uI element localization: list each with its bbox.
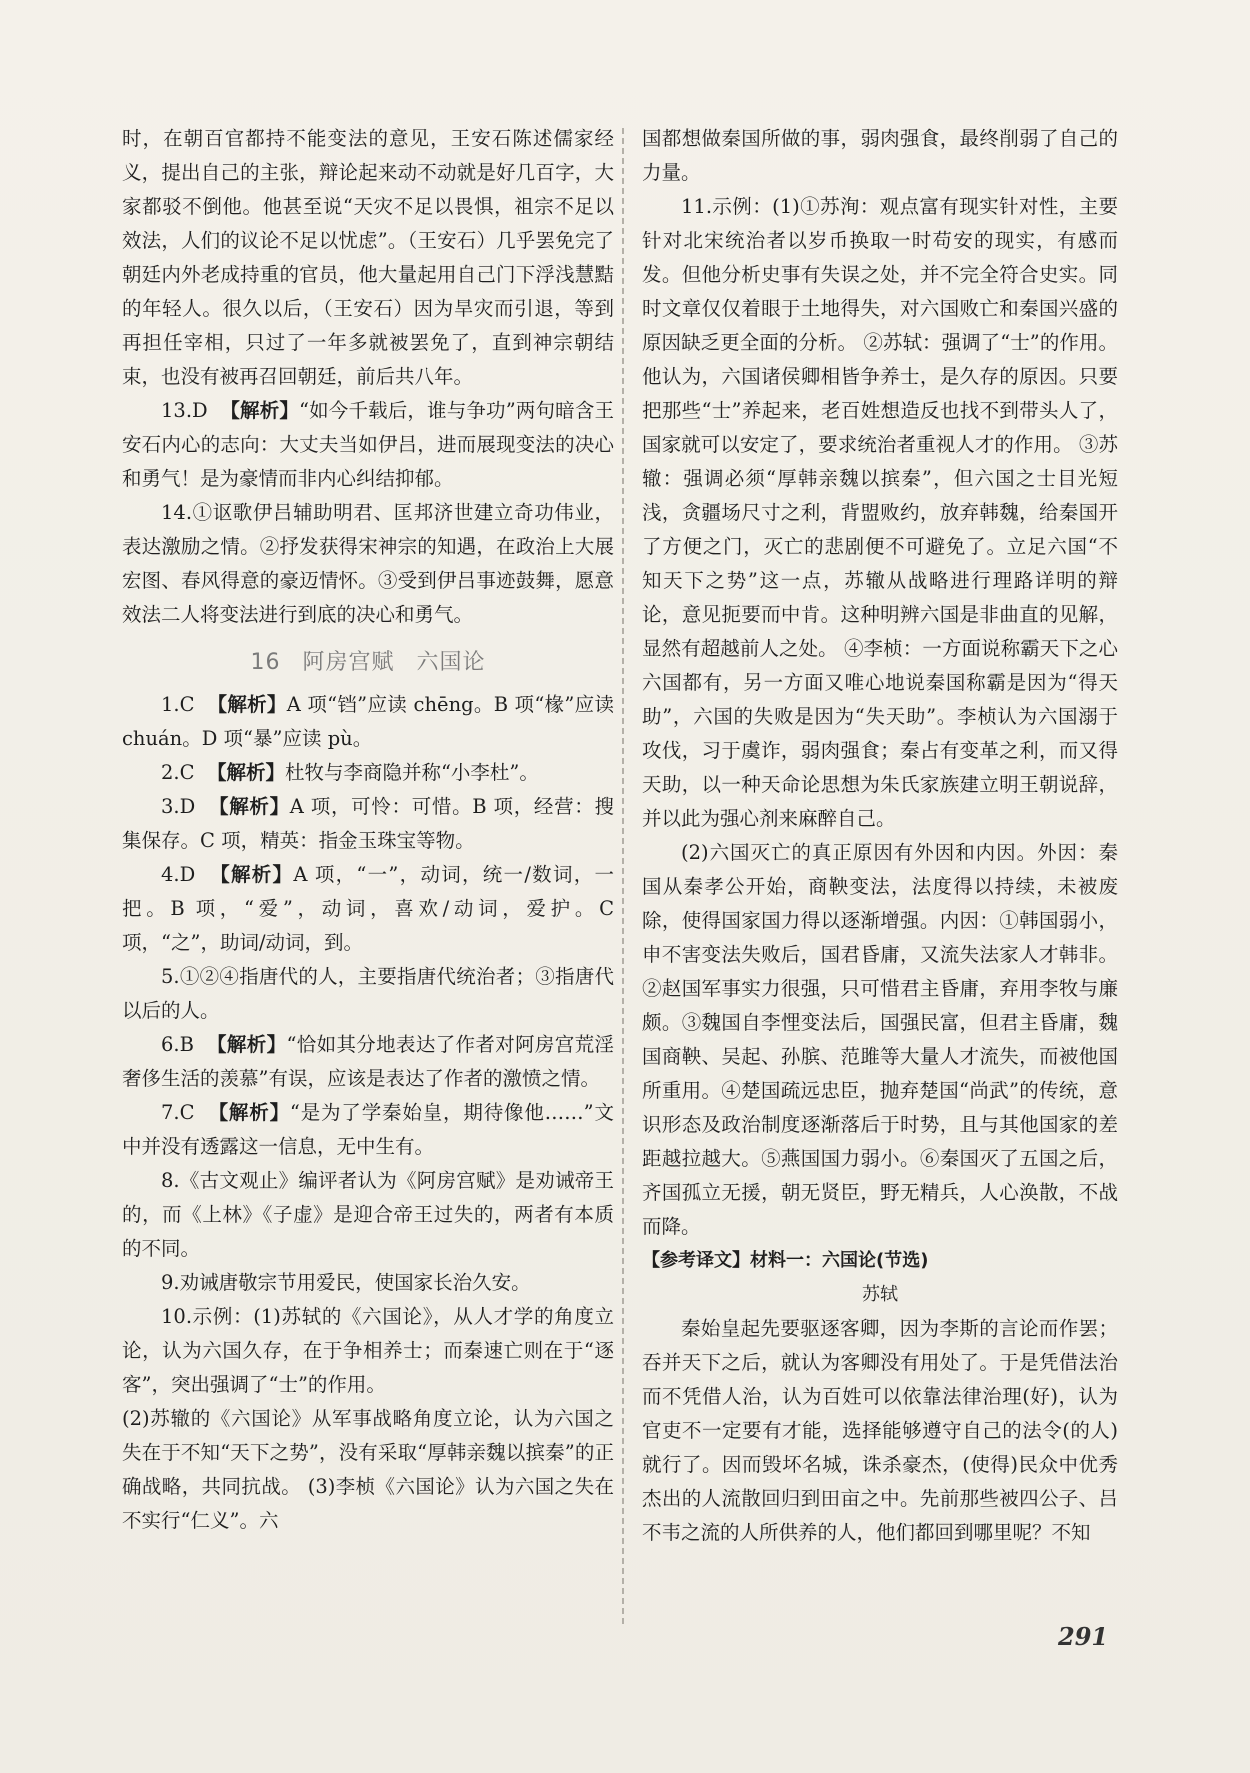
analysis-text: “是为了学秦始皇，期待像他……”文中并没有透露这一信息，无中生有。 xyxy=(122,1101,614,1158)
answer-6 xyxy=(122,1028,614,1096)
section-title-2: 六国论 xyxy=(416,650,486,675)
answer-5: 5.①②④指唐代的人，主要指唐代统治者；③指唐代以后的人。 xyxy=(122,965,614,1022)
question-number: 1.C xyxy=(161,693,195,716)
left-column xyxy=(122,122,614,1538)
analysis-tag: 【解析】 xyxy=(209,795,290,818)
analysis-text: 杜牧与李商隐并称“小李杜”。 xyxy=(284,761,539,784)
answer-14: 14.①讴歌伊吕辅助明君、匡邦济世建立奇功伟业，表达激励之情。②抒发获得宋神宗的知遇，在政治上大展宏图、春风得意的豪迈情怀。③受到伊吕事迹鼓舞，愿意效法二人将变法进行到底的决心和勇气。 xyxy=(122,501,614,626)
answer-2 xyxy=(122,756,614,790)
analysis-tag: 【解析】 xyxy=(207,693,287,716)
answer-10-continued: (2)苏辙的《六国论》从军事战略角度立论，认为六国之失在于不知“天下之势”，没有采取“厚韩亲魏以摈秦”的正确战略，共同抗战。 (3)李桢《六国论》认为六国之失在不实行“仁义”。六 xyxy=(122,1407,614,1532)
analysis-tag: 【解析】 xyxy=(210,863,294,886)
analysis-text: A 项，可怜：可惜。B 项，经营：搜集保存。C 项，精英：指金玉珠宝等物。 xyxy=(122,795,614,852)
reference-translation-title: 【参考译文】材料一：六国论(节选) xyxy=(642,1250,929,1271)
answer-10: 10.示例：(1)苏轼的《六国论》，从人才学的角度立论，认为六国久存，在于争相养士；而秦速亡则在于“逐客”，突出强调了“士”的作用。 xyxy=(122,1305,614,1396)
section-heading xyxy=(122,646,614,680)
answer-11-part-2: (2)六国灭亡的真正原因有外因和内因。外因：秦国从秦孝公开始，商鞅变法，法度得以持续，未被废除，使得国家国力得以逐渐增强。内因：①韩国弱小，申不害变法失败后，国君昏庸，又流失法家人才韩非。②赵国军事实力很强，只可惜君主昏庸，弃用李牧与廉颇。③魏国自李悝变法后，国强民富，但君主昏庸，魏国商鞅、吴起、孙膑、范雎等大量人才流失，而被他国所重用。④楚国疏远忠臣，抛弃楚国“尚武”的传统，意识形态及政治制度逐渐落后于时势，且与其他国家的差距越拉越大。⑤燕国国力弱小。⑥秦国灭了五国之后，齐国孤立无援，朝无贤臣，野无精兵，人心涣散，不战而降。 xyxy=(642,841,1118,1238)
analysis-text: “如今千载后，谁与争功”两句暗含王安石内心的志向：大丈夫当如伊吕，进而展现变法的决心和勇气！是为豪情而非内心纠结抑郁。 xyxy=(122,399,614,490)
answer-3 xyxy=(122,790,614,858)
right-column xyxy=(642,122,1118,1550)
answer-10-end: 国都想做秦国所做的事，弱肉强食，最终削弱了自己的力量。 xyxy=(642,127,1118,184)
analysis-text: A 项，“一”，动词，统一/数词，一把。B 项，“爱”，动词，喜欢/动词，爱护。C 项，“之”，助词/动词，到。 xyxy=(122,863,614,954)
column-divider xyxy=(622,128,624,1624)
question-number: 6.B xyxy=(161,1033,194,1056)
answer-8: 8.《古文观止》编评者认为《阿房宫赋》是劝诫帝王的，而《上林》《子虚》是迎合帝王过失的，两者有本质的不同。 xyxy=(122,1169,614,1260)
question-number: 7.C xyxy=(161,1101,195,1124)
translation-text: 秦始皇起先要驱逐客卿，因为李斯的言论而作罢；吞并天下之后，就认为客卿没有用处了。于是凭借法治而不凭借人治，认为百姓可以依靠法律治理(好)，认为官吏不一定要有才能，选择能够遵守自己的法令(的人)就行了。因而毁坏名城，诛杀豪杰，(使得)民众中优秀杰出的人流散回归到田亩之中。先前那些被四公子、吕不韦之流的人所供养的人，他们都回到哪里呢？不知 xyxy=(642,1317,1118,1544)
answer-1 xyxy=(122,688,614,756)
section-title-1: 阿房宫赋 xyxy=(302,650,395,675)
answer-11: 11.示例：(1)①苏洵：观点富有现实针对性，主要针对北宋统治者以岁币换取一时苟安的现实，有感而发。但他分析史事有失误之处，并不完全符合史实。同时文章仅仅着眼于土地得失，对六国败亡和秦国兴盛的原因缺乏更全面的分析。 ②苏轼：强调了“士”的作用。他认为，六国诸侯卿相皆争养士，是久存的原因。只要把那些“士”养起来，老百姓想造反也找不到带头人了，国家就可以安定了，要求统治者重视人才的作用。 ③苏辙：强调必须“厚韩亲魏以摈秦”，但六国之士目光短浅，贪疆场尺寸之利，背盟败约，放弃韩魏，给秦国开了方便之门，灭亡的悲剧便不可避免了。立足六国“不知天下之势”这一点，苏辙从战略进行理路详明的辩论，意见扼要而中肯。这种明辨六国是非曲直的见解，显然有超越前人之处。 ④李桢：一方面说称霸天下之心六国都有，另一方面又唯心地说秦国称霸是因为“得天助”，六国的失败是因为“失天助”。李桢认为六国溺于攻伐，习于虞诈，弱肉强食；秦占有变革之利，而又得天助，以一种天命论思想为朱氏家族建立明王朝说辞，并以此为强心剂来麻醉自己。 xyxy=(642,195,1118,830)
question-number: 4.D xyxy=(161,863,196,886)
answer-13 xyxy=(122,394,614,496)
answer-paragraph: 时，在朝百官都持不能变法的意见，王安石陈述儒家经义，提出自己的主张，辩论起来动不动就是好几百字，大家都驳不倒他。他甚至说“天灾不足以畏惧，祖宗不足以效法，人们的议论不足以忧虑”。（王安石）几乎罢免完了朝廷内外老成持重的官员，他大量起用自己门下浮浅慧黠的年轻人。很久以后，（王安石）因为旱灾而引退，等到再担任宰相，只过了一年多就被罢免了，直到神宗朝结束，也没有被再召回朝廷，前后共八年。 xyxy=(122,127,614,388)
question-number: 2.C xyxy=(161,761,195,784)
question-number: 3.D xyxy=(161,795,196,818)
analysis-tag: 【解析】 xyxy=(208,1101,290,1124)
analysis-text: A 项“铛”应读 chēng。B 项“椽”应读 chuán。D 项“暴”应读 pù。 xyxy=(122,693,614,750)
answer-9: 9.劝诫唐敬宗节用爱民，使国家长治久安。 xyxy=(161,1271,531,1294)
analysis-text: “恰如其分地表达了作者对阿房宫荒淫奢侈生活的羡慕”有误，应该是表达了作者的激愤之情。 xyxy=(122,1033,614,1090)
analysis-tag: 【解析】 xyxy=(220,399,300,422)
author-name: 苏轼 xyxy=(862,1284,898,1305)
page-number: 291 xyxy=(1058,1622,1109,1651)
analysis-tag: 【解析】 xyxy=(206,761,285,784)
analysis-tag: 【解析】 xyxy=(207,1033,287,1056)
section-number: 16 xyxy=(250,650,281,675)
question-number: 13.D xyxy=(161,399,208,422)
answer-4 xyxy=(122,858,614,960)
answer-7 xyxy=(122,1096,614,1164)
